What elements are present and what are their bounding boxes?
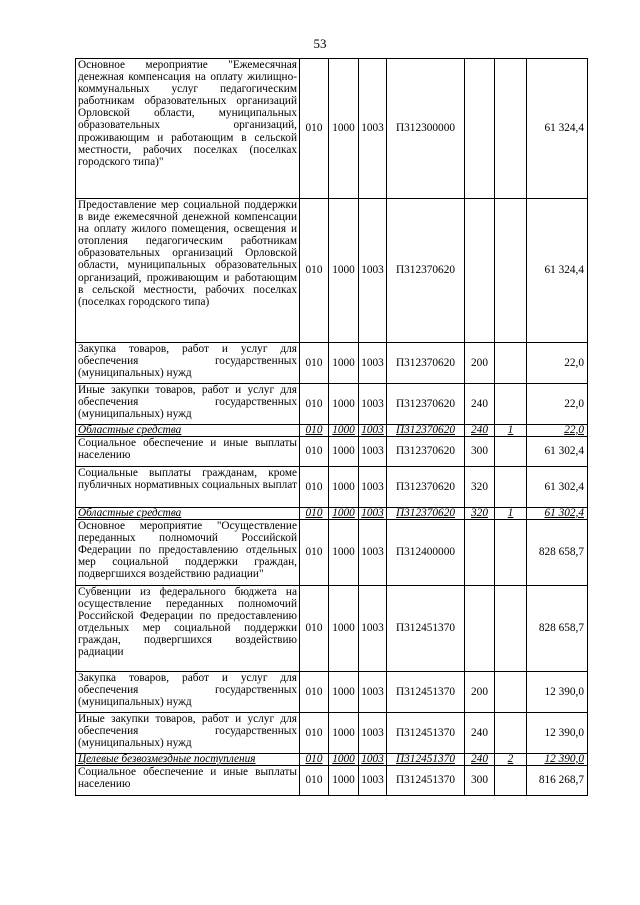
cell-funding-source (495, 713, 527, 754)
cell-target-article: П312370620 (387, 343, 465, 384)
cell-amount: 61 302,4 (527, 437, 588, 467)
cell-ministry-code: 010 (300, 520, 329, 586)
cell-funding-source (495, 586, 527, 672)
page-number: 53 (313, 36, 327, 51)
cell-ministry-code: 010 (300, 508, 329, 520)
cell-funding-source (495, 199, 527, 343)
table-row (76, 199, 588, 343)
cell-funding-source (495, 766, 527, 796)
cell-subsection-code: 1003 (359, 508, 387, 520)
budget-table (75, 58, 588, 796)
cell-description: Областные средства (76, 425, 300, 437)
cell-amount: 22,0 (527, 384, 588, 425)
cell-funding-source (495, 467, 527, 508)
cell-section-code: 1000 (329, 425, 359, 437)
cell-amount: 61 324,4 (527, 199, 588, 343)
cell-subsection-code: 1003 (359, 672, 387, 713)
cell-expense-type: 320 (465, 467, 495, 508)
cell-ministry-code: 010 (300, 713, 329, 754)
cell-description: Субвенции из федерального бюджета на осуществление переданных полномочий Российской Федерации по предоставлению отдельных мер социальной поддержки граждан, подвергшихся воздействию радиации (76, 586, 300, 672)
cell-target-article: П312451370 (387, 766, 465, 796)
cell-description: Основное мероприятие "Осуществление переданных полномочий Российской Федерации по предоставлению отдельных мер социальной поддержки граждан, подвергшихся воздействию радиации" (76, 520, 300, 586)
table-row (76, 508, 588, 520)
cell-ministry-code: 010 (300, 754, 329, 766)
cell-amount: 61 302,4 (527, 508, 588, 520)
cell-ministry-code: 010 (300, 437, 329, 467)
cell-ministry-code: 010 (300, 586, 329, 672)
cell-description: Социальное обеспечение и иные выплаты населению (76, 437, 300, 467)
cell-funding-source (495, 437, 527, 467)
cell-target-article: П312451370 (387, 713, 465, 754)
cell-expense-type (465, 59, 495, 199)
cell-subsection-code: 1003 (359, 437, 387, 467)
cell-section-code: 1000 (329, 766, 359, 796)
cell-subsection-code: 1003 (359, 713, 387, 754)
cell-amount: 22,0 (527, 343, 588, 384)
cell-ministry-code: 010 (300, 467, 329, 508)
table-row (76, 384, 588, 425)
cell-section-code: 1000 (329, 520, 359, 586)
cell-expense-type: 240 (465, 713, 495, 754)
cell-description: Областные средства (76, 508, 300, 520)
cell-section-code: 1000 (329, 437, 359, 467)
cell-expense-type: 320 (465, 508, 495, 520)
table-row (76, 467, 588, 508)
cell-funding-source (495, 384, 527, 425)
cell-expense-type: 300 (465, 766, 495, 796)
table-row (76, 343, 588, 384)
cell-section-code: 1000 (329, 384, 359, 425)
cell-funding-source: 1 (495, 508, 527, 520)
cell-section-code: 1000 (329, 672, 359, 713)
cell-amount: 22,0 (527, 425, 588, 437)
cell-expense-type (465, 520, 495, 586)
cell-target-article: П312370620 (387, 437, 465, 467)
table-row (76, 713, 588, 754)
cell-ministry-code: 010 (300, 59, 329, 199)
cell-section-code: 1000 (329, 713, 359, 754)
cell-ministry-code: 010 (300, 672, 329, 713)
cell-expense-type: 200 (465, 343, 495, 384)
cell-funding-source: 1 (495, 425, 527, 437)
cell-expense-type: 240 (465, 425, 495, 437)
cell-funding-source: 2 (495, 754, 527, 766)
table-row (76, 766, 588, 796)
cell-description: Закупка товаров, работ и услуг для обеспечения государственных (муниципальных) нужд (76, 343, 300, 384)
cell-funding-source (495, 343, 527, 384)
cell-amount: 12 390,0 (527, 754, 588, 766)
cell-funding-source (495, 59, 527, 199)
cell-funding-source (495, 520, 527, 586)
cell-expense-type: 240 (465, 384, 495, 425)
cell-target-article: П312370620 (387, 384, 465, 425)
cell-section-code: 1000 (329, 586, 359, 672)
cell-description: Основное мероприятие "Ежемесячная денежная компенсация на оплату жилищно-коммунальных услуг педагогическим работникам образовательных организаций Орловской области, муниципальных образовательных организаций, проживающим и работающим в сельской местности, рабочих поселках (поселках городского типа)" (76, 59, 300, 199)
cell-amount: 12 390,0 (527, 713, 588, 754)
cell-subsection-code: 1003 (359, 520, 387, 586)
cell-ministry-code: 010 (300, 199, 329, 343)
table-row (76, 672, 588, 713)
cell-target-article: П312451370 (387, 754, 465, 766)
cell-section-code: 1000 (329, 508, 359, 520)
cell-section-code: 1000 (329, 343, 359, 384)
cell-section-code: 1000 (329, 467, 359, 508)
cell-target-article: П312370620 (387, 508, 465, 520)
table-body (76, 59, 588, 796)
cell-ministry-code: 010 (300, 384, 329, 425)
cell-amount: 828 658,7 (527, 520, 588, 586)
table-row (76, 437, 588, 467)
cell-target-article: П312370620 (387, 199, 465, 343)
cell-description: Иные закупки товаров, работ и услуг для обеспечения государственных (муниципальных) нужд (76, 384, 300, 425)
cell-target-article: П312300000 (387, 59, 465, 199)
cell-amount: 61 324,4 (527, 59, 588, 199)
cell-section-code: 1000 (329, 199, 359, 343)
table-row (76, 520, 588, 586)
cell-description: Закупка товаров, работ и услуг для обеспечения государственных (муниципальных) нужд (76, 672, 300, 713)
cell-subsection-code: 1003 (359, 754, 387, 766)
cell-target-article: П312400000 (387, 520, 465, 586)
cell-description: Целевые безвозмездные поступления (76, 754, 300, 766)
cell-description: Социальные выплаты гражданам, кроме публичных нормативных социальных выплат (76, 467, 300, 508)
cell-subsection-code: 1003 (359, 467, 387, 508)
cell-section-code: 1000 (329, 59, 359, 199)
table-row (76, 586, 588, 672)
cell-description: Предоставление мер социальной поддержки в виде ежемесячной денежной компенсации на оплату жилого помещения, освещения и отопления педагогическим работникам образовательных организаций Орловской области, муниципальных образовательных организаций, проживающим и работающим в сельской местности, рабочих поселках (поселках городского типа) (76, 199, 300, 343)
cell-amount: 12 390,0 (527, 672, 588, 713)
cell-section-code: 1000 (329, 754, 359, 766)
cell-subsection-code: 1003 (359, 586, 387, 672)
cell-target-article: П312451370 (387, 672, 465, 713)
cell-expense-type (465, 199, 495, 343)
cell-ministry-code: 010 (300, 343, 329, 384)
cell-amount: 828 658,7 (527, 586, 588, 672)
cell-subsection-code: 1003 (359, 384, 387, 425)
cell-subsection-code: 1003 (359, 343, 387, 384)
table-row (76, 59, 588, 199)
cell-funding-source (495, 672, 527, 713)
cell-subsection-code: 1003 (359, 425, 387, 437)
cell-description: Иные закупки товаров, работ и услуг для обеспечения государственных (муниципальных) нужд (76, 713, 300, 754)
cell-target-article: П312370620 (387, 425, 465, 437)
cell-expense-type: 200 (465, 672, 495, 713)
cell-ministry-code: 010 (300, 425, 329, 437)
cell-amount: 61 302,4 (527, 467, 588, 508)
table-row (76, 425, 588, 437)
table-row (76, 754, 588, 766)
cell-target-article: П312370620 (387, 467, 465, 508)
cell-target-article: П312451370 (387, 586, 465, 672)
cell-expense-type: 300 (465, 437, 495, 467)
cell-expense-type (465, 586, 495, 672)
cell-subsection-code: 1003 (359, 766, 387, 796)
cell-expense-type: 240 (465, 754, 495, 766)
cell-subsection-code: 1003 (359, 199, 387, 343)
cell-amount: 816 268,7 (527, 766, 588, 796)
cell-subsection-code: 1003 (359, 59, 387, 199)
cell-description: Социальное обеспечение и иные выплаты населению (76, 766, 300, 796)
cell-ministry-code: 010 (300, 766, 329, 796)
